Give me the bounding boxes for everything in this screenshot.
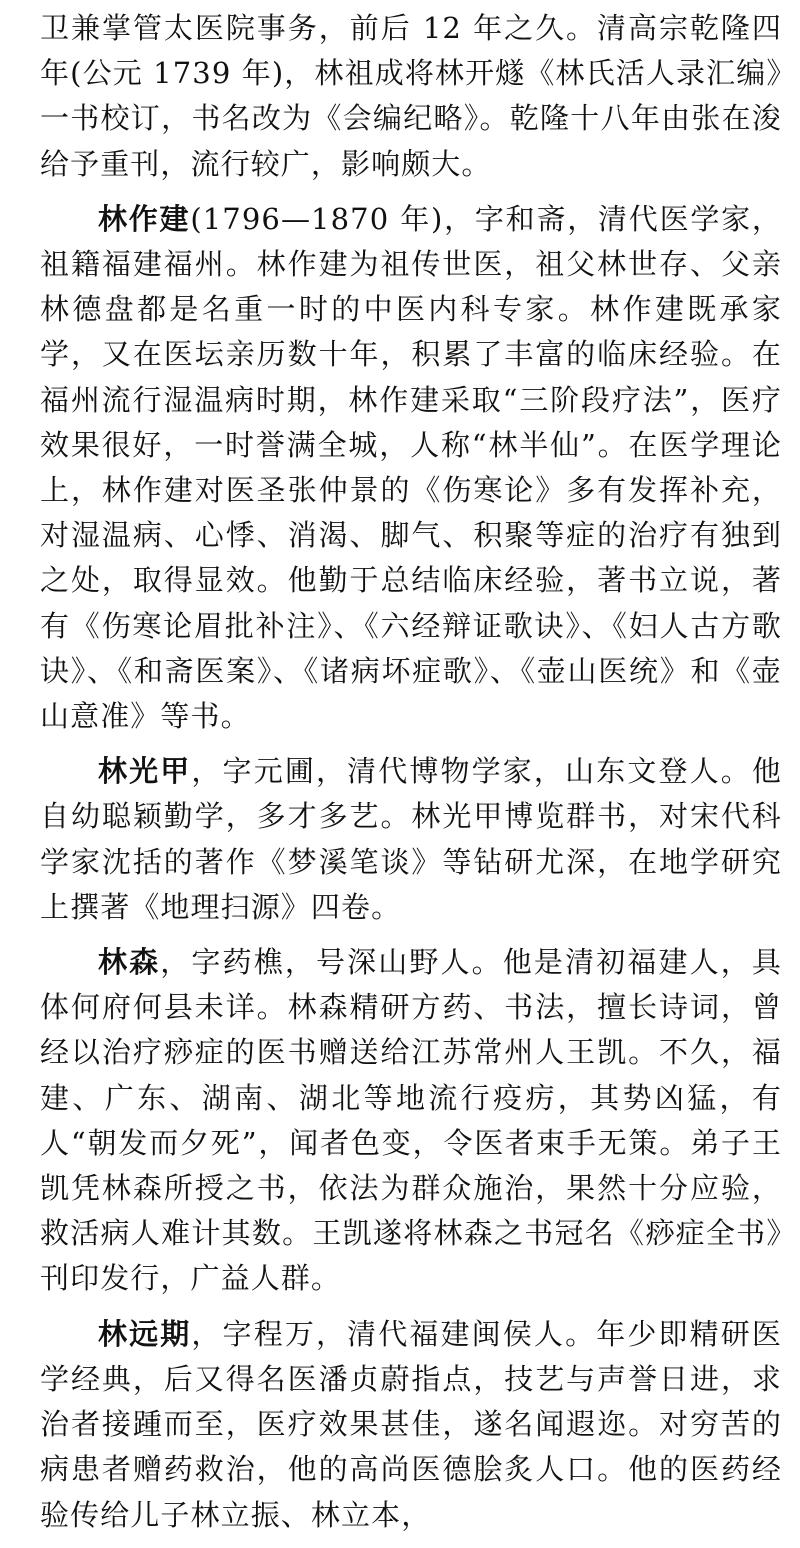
entry-name: 林光甲 (98, 754, 192, 789)
entry-text: ，字程万，清代福建闽侯人。年少即精研医学经典，后又得名医潘贞蔚指点，技艺与声誉日进，求治者接踵而至，医疗效果甚佳，遂名闻遐迩。对穷苦的病患者赠药救治，他的高尚医德脍炙人口。他的医药经验传给儿子林立振、林立本， (40, 1316, 782, 1532)
entry-lin-zuojian (40, 197, 782, 739)
entry-text: ，字药樵，号深山野人。他是清初福建人，具体何府何县未详。林森精研方药、书法，擅长诗词，曾经以治疗痧症的医书赠送给江苏常州人王凯。不久，福建、广东、湖南、湖北等地流行疫疠，其势凶猛，有人“朝发而夕死”，闻者色变，令医者束手无策。弟子王凯凭林森所授之书，依法为群众施治，果然十分应验，救活病人难计其数。王凯遂将林森之书冠名《痧症全书》刊印发行，广益人群。 (40, 945, 782, 1296)
entry-lin-sen (40, 940, 782, 1302)
entry-name: 林远期 (98, 1316, 192, 1351)
paragraph-text: 卫兼掌管太医院事务，前后 12 年之久。清高宗乾隆四年(公元 1739 年)，林祖成将林开燧《林氏活人录汇编》一书校订，书名改为《会编纪略》。乾隆十八年由张在浚给予重刊，流行较广，影响颇大。 (40, 11, 782, 181)
entry-lin-yuanqi (40, 1312, 782, 1538)
document-page (40, 6, 782, 1548)
entry-text: (1796—1870 年)，字和斋，清代医学家，祖籍福建福州。林作建为祖传世医，祖父林世存、父亲林德盘都是名重一时的中医内科专家。林作建既承家学，又在医坛亲历数十年，积累了丰富的临床经验。在福州流行湿温病时期，林作建采取“三阶段疗法”，医疗效果很好，一时誉满全城，人称“林半仙”。在医学理论上，林作建对医圣张仲景的《伤寒论》多有发挥补充，对湿温病、心悸、消渴、脚气、积聚等症的治疗有独到之处，取得显效。他勤于总结临床经验，著书立说，著有《伤寒论眉批补注》、《六经辩证歌诀》、《妇人古方歌诀》、《和斋医案》、《诸病坏症歌》、《壶山医统》和《壶山意准》等书。 (40, 201, 782, 734)
entry-name: 林森 (98, 945, 161, 980)
entry-lin-guangjia (40, 749, 782, 930)
entry-text: ，字元圃，清代博物学家，山东文登人。他自幼聪颖勤学，多才多艺。林光甲博览群书，对宋代科学家沈括的著作《梦溪笔谈》等钻研尤深，在地学研究上撰著《地理扫源》四卷。 (40, 754, 782, 924)
paragraph-continued (40, 6, 782, 187)
entry-name: 林作建 (98, 201, 191, 236)
